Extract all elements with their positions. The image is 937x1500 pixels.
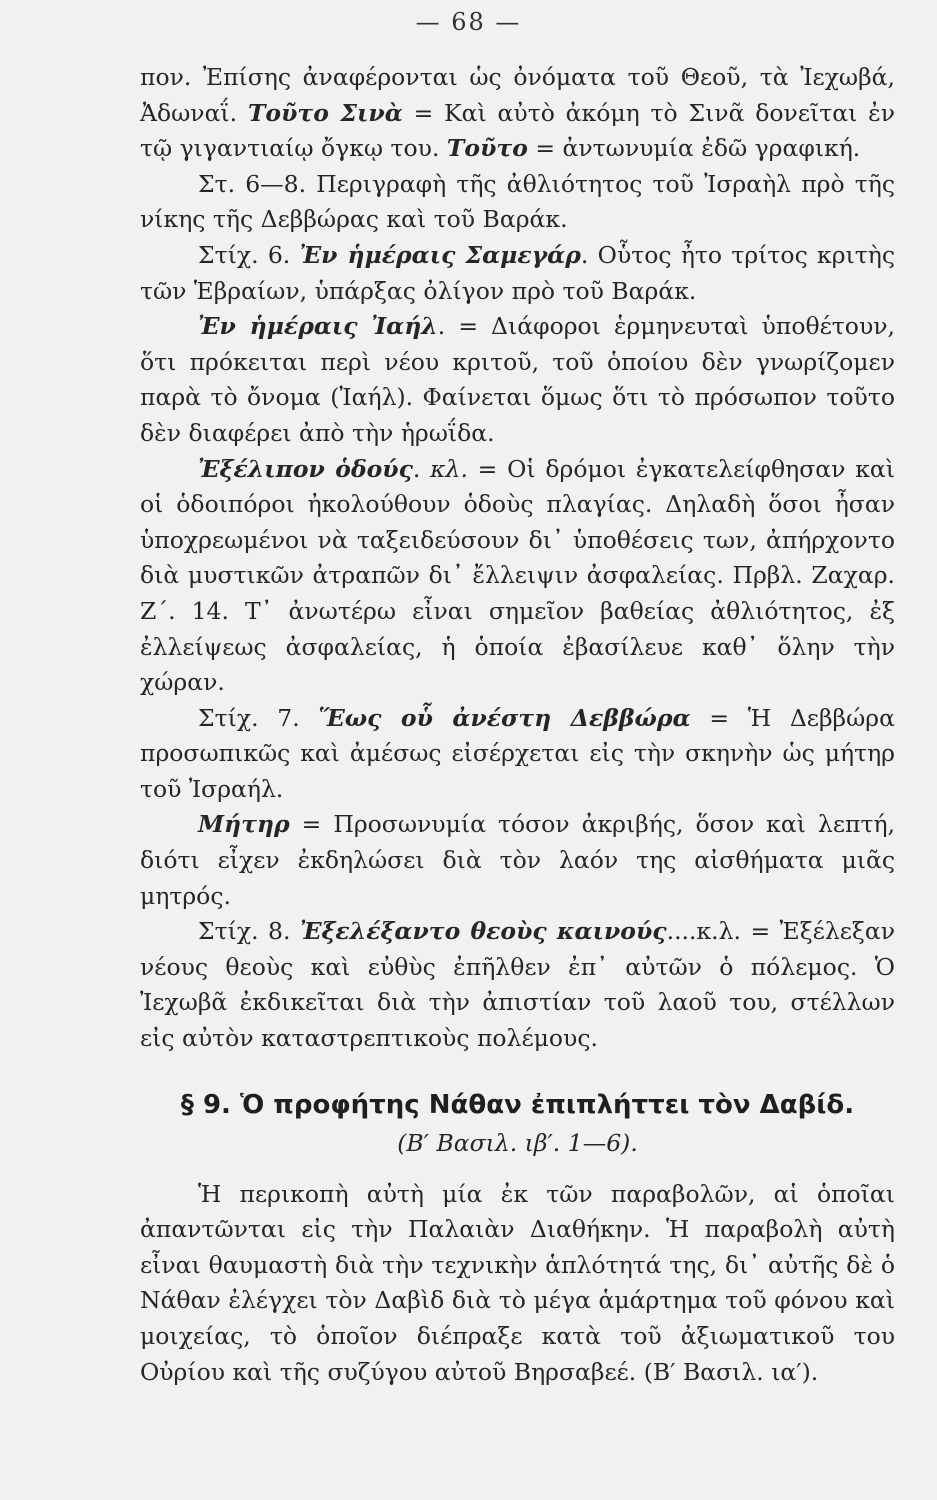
emphasized-term: Τοῦτο Σινὰ <box>247 98 403 127</box>
emphasized-term: Ἐν ἡμέραις Ἰαήλ <box>198 312 438 341</box>
emphasized-term: Μήτηρ <box>198 810 290 839</box>
text-run: Στίχ. 8. <box>198 917 300 946</box>
italic-abbreviation: κλ. <box>430 454 468 483</box>
text-run: Στίχ. 6. <box>198 240 300 269</box>
section-heading: § 9. Ὁ προφήτης Νάθαν ἐπιπλήττει τὸν Δαβίδ. <box>180 1089 855 1120</box>
paragraph <box>140 238 895 309</box>
paragraph <box>140 167 895 238</box>
paragraph <box>140 914 895 1056</box>
text-run: . Οὗτος ἦτο τρίτος κριτὴς τῶν Ἑβραίων, ὑπάρξας ὀλίγον πρὸ τοῦ Βαράκ. <box>140 240 895 305</box>
text-run: = Οἱ δρόμοι ἐγκατελείφθησαν καὶ οἱ ὁδοιπόροι ἠκολούθουν ὁδοὺς πλαγίας. Δηλαδὴ ὅσοι ἦσαν ὑποχρεωμένοι νὰ ταξειδεύσουν δι᾽ ὑποθέσεις των, ἀπήρχοντο διὰ μυστικῶν ἀτραπῶν δι᾽ ἔλλειψιν ἀσφαλείας. Πρβλ. Ζαχαρ. Ζ΄. 14. Τ᾽ ἀνωτέρω εἶναι σημεῖον βαθείας ἀθλιότητος, ἐξ ἐλλείψεως ἀσφαλείας, ἡ ὁποία ἐβασίλευε καθ᾽ ὅλην τὴν χώραν. <box>140 454 895 697</box>
paragraph <box>140 309 895 451</box>
emphasized-term: Ἕως οὗ ἀνέστη Δεββώρα <box>318 703 691 732</box>
emphasized-term: Ἐν ἡμέραις Σαμεγάρ <box>299 240 581 269</box>
emphasized-term: Ἐξελέξαντο θεοὺς καινούς <box>299 917 667 946</box>
emphasized-term: Τοῦτο <box>446 134 528 163</box>
emphasized-term: Ἐξέλιπον ὁδούς <box>198 454 413 483</box>
text-run: Στ. 6—8. Περιγραφὴ τῆς ἀθλιότητος τοῦ Ἰσραὴλ πρὸ τῆς νίκης τῆς Δεββώρας καὶ τοῦ Βαράκ. <box>140 169 895 234</box>
text-run: = Προσωνυμία τόσον ἀκριβής, ὅσον καὶ λεπτή, διότι εἶχεν ἐκδηλώσει διὰ τὸν λαόν της αἰσθήματα μιᾶς μητρός. <box>140 810 895 910</box>
text-run: Ἡ περικοπὴ αὐτὴ μία ἐκ τῶν παραβολῶν, αἱ ὁποῖαι ἀπαντῶνται εἰς τὴν Παλαιὰν Διαθήκην. Ἡ παραβολὴ αὐτὴ εἶναι θαυμαστὴ διὰ τὴν τεχνικὴν ἁπλότητά της, δι᾽ αὐτῆς δὲ ὁ Νάθαν ἐλέγχει τὸν Δαβὶδ διὰ τὸ μέγα ἁμάρτημα τοῦ φόνου καὶ μοιχείας, τὸ ὁποῖον διέπραξε κατὰ τοῦ ἀξιωματικοῦ του Οὐρίου καὶ τῆς συζύγου αὐτοῦ Βηρσαβεέ. (Β′ Βασιλ. ια′). <box>140 1179 895 1386</box>
text-run: Στίχ. 7. <box>198 703 319 732</box>
paragraph <box>140 807 895 914</box>
section-reference: (Β′ Βασιλ. ιβ′. 1—6). <box>397 1128 638 1157</box>
paragraph <box>140 60 895 167</box>
text-run: = Ἡ Δεββώρα προσωπικῶς καὶ ἀμέσως εἰσέρχεται εἰς τὴν σκηνὴν ὡς μήτηρ τοῦ Ἰσραήλ. <box>140 703 895 803</box>
paragraph <box>140 1177 895 1391</box>
text-run: . = Διάφοροι ἑρμηνευταὶ ὑποθέτουν, ὅτι πρόκειται περὶ νέου κριτοῦ, τοῦ ὁποίου δὲν γνωρίζομεν παρὰ τὸ ὄνομα (Ἰαήλ). Φαίνεται ὅμως ὅτι τὸ πρόσωπον τοῦτο δὲν διαφέρει ἀπὸ τὴν ἡρωΐδα. <box>140 312 895 447</box>
page-number: — 68 — <box>415 8 522 36</box>
text-run: ....κ.λ. = Ἐξέλεξαν νέους θεοὺς καὶ εὐθὺς ἐπῆλθεν ἐπ᾽ αὐτῶν ὁ πόλεμος. Ὁ Ἰεχωβᾶ ἐκδικεῖται διὰ τὴν ἀπιστίαν τοῦ λαοῦ του, στέλλων εἰς αὐτὸν καταστρεπτικοὺς πολέμους. <box>140 917 895 1053</box>
text-run: . <box>412 454 431 483</box>
paragraph <box>140 701 895 808</box>
paragraph <box>140 452 895 701</box>
text-run: πον. Ἐπίσης ἀναφέρονται ὡς ὀνόματα τοῦ Θεοῦ, τὰ Ἰεχωβά, Ἀδωναΐ. <box>140 63 895 127</box>
text-run: = ἀντωνυμία ἐδῶ γραφική. <box>527 134 861 163</box>
body-text <box>140 60 895 1390</box>
text-run: = Καὶ αὐτὸ ἀκόμη τὸ Σινᾶ δονεῖται ἐν τῷ γιγαντιαίῳ ὄγκῳ του. <box>140 98 896 163</box>
